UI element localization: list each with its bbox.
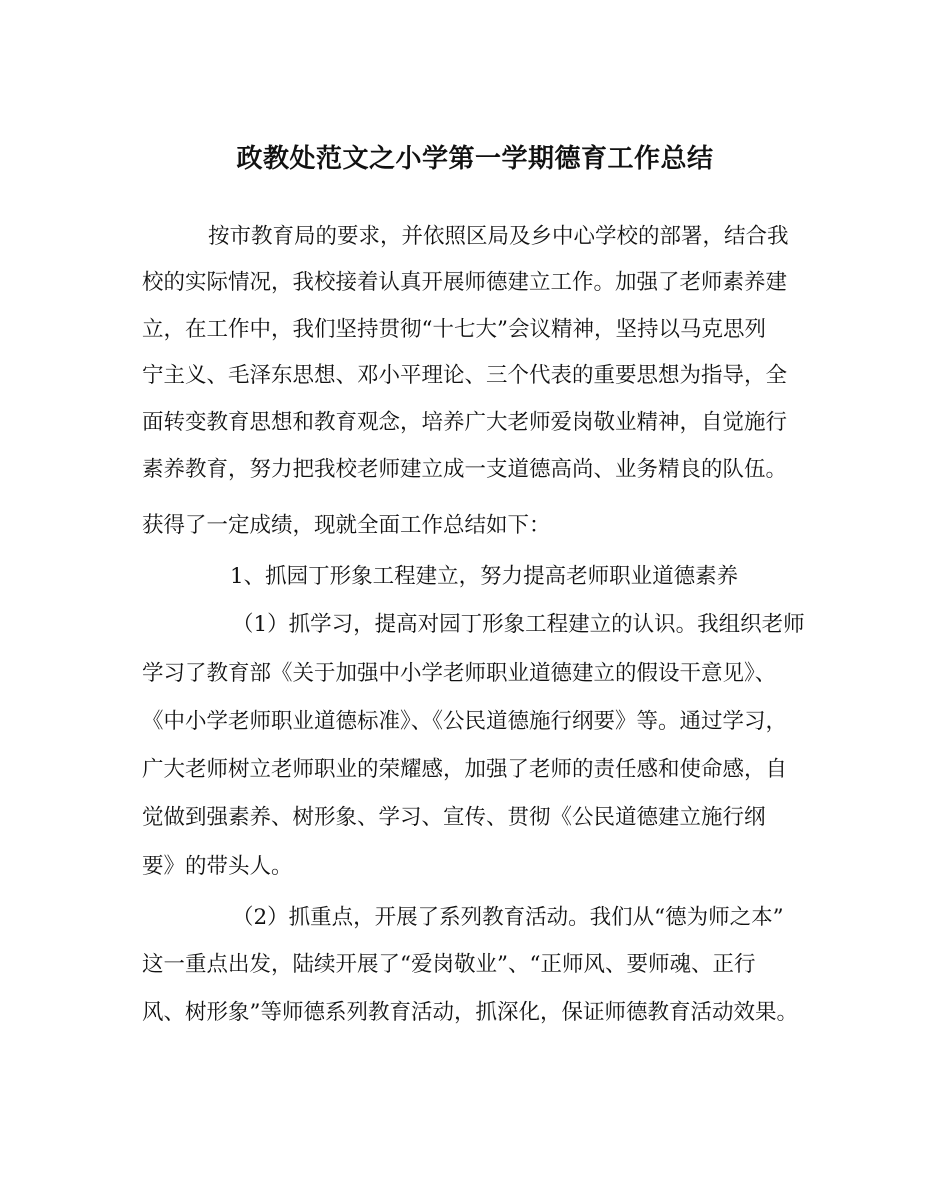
paragraph-line-10: 《中小学老师职业道德标准》、《公民道德施行纲要》等。通过学习， (142, 709, 788, 734)
paragraph-line-11: 广大老师树立老师职业的荣耀感，加强了老师的责任感和使命感，自 (142, 757, 788, 782)
paragraph-line-16: 风、树形象”等师德系列教育活动，抓深化，保证师德教育活动效果。 (142, 1000, 798, 1025)
paragraph-line-15: 这一重点出发，陆续开展了“爱岗敬业”、“正师风、要师魂、正行 (142, 952, 756, 977)
paragraph-line-13: 要》的带头人。 (142, 854, 293, 879)
paragraph-line-4: 宁主义、毛泽东思想、邓小平理论、三个代表的重要思想为指导，全 (142, 363, 788, 388)
paragraph-line-5: 面转变教育思想和教育观念，培养广大老师爱岗敬业精神，自觉施行 (142, 410, 788, 435)
paragraph-line-2: 校的实际情况，我校接着认真开展师德建立工作。加强了老师素养建 (142, 270, 788, 295)
paragraph-line-6: 素养教育，努力把我校老师建立成一支道德高尚、业务精良的队伍。 (142, 457, 788, 482)
paragraph-line-9: 学习了教育部《关于加强中小学老师职业道德建立的假设干意见》、 (142, 661, 777, 686)
section-heading-1: 1、抓园丁形象工程建立，努力提高老师职业道德素养 (230, 564, 739, 589)
paragraph-line-3: 立，在工作中，我们坚持贯彻“十七大”会议精神，坚持以马克思列 (142, 317, 766, 342)
paragraph-line-7: 获得了一定成绩，现就全面工作总结如下： (142, 513, 551, 538)
paragraph-line-1: 按市教育局的要求，并依照区局及乡中心学校的部署，结合我 (208, 224, 789, 249)
document-title: 政教处范文之小学第一学期德育工作总结 (236, 144, 714, 174)
paragraph-line-14: （2）抓重点，开展了系列教育活动。我们从“德为师之本” (232, 905, 784, 930)
paragraph-line-12: 觉做到强素养、树形象、学习、宣传、贯彻《公民道德建立施行纲 (142, 805, 766, 830)
paragraph-line-8: （1）抓学习，提高对园丁形象工程建立的认识。我组织老师 (232, 612, 805, 637)
